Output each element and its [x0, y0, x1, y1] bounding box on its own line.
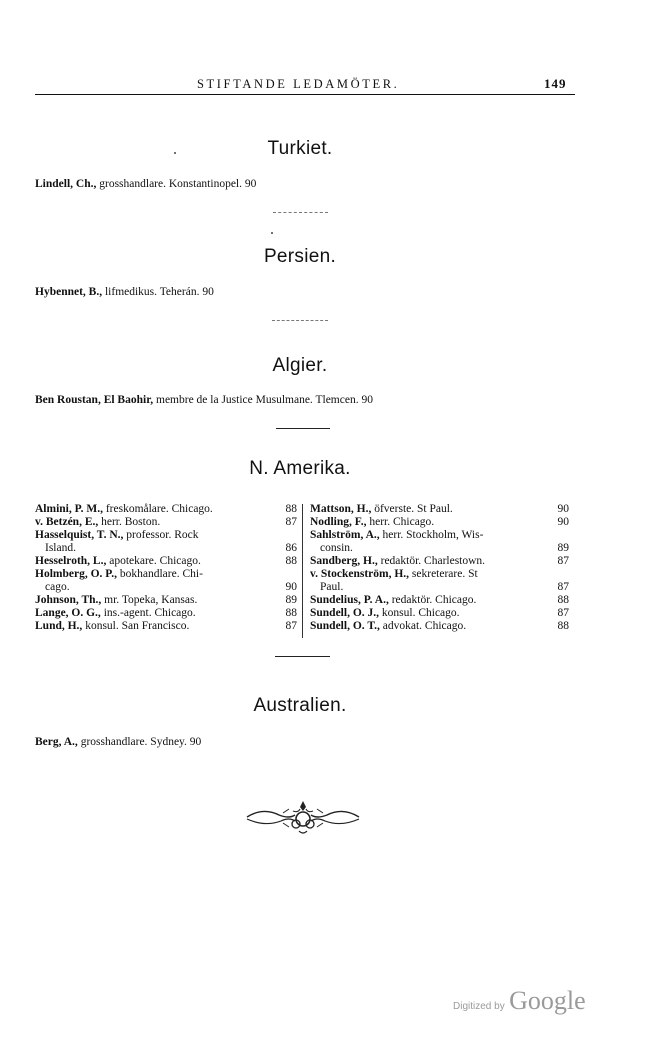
- ink-speck: [174, 152, 176, 154]
- entry-number: 87: [285, 516, 297, 528]
- section-divider: [273, 212, 328, 213]
- entry-name: Nodling, F.,: [310, 516, 367, 528]
- list-item-continuation: [45, 581, 70, 593]
- entry-text: membre de la Justice Musulmane. Tlemcen. 90: [153, 394, 373, 406]
- entry-text: lifmedikus. Teherán. 90: [102, 286, 214, 298]
- entry-text: Paul.: [320, 581, 344, 593]
- entry-text: grosshandlare. Konstantinopel. 90: [96, 178, 257, 190]
- ink-speck: [271, 232, 273, 234]
- entry-text: herr. Boston.: [98, 516, 161, 528]
- entry-name: Sundelius, P. A.,: [310, 594, 389, 606]
- entry-text: konsul. Chicago.: [379, 607, 460, 619]
- entry-text: öfverste. St Paul.: [371, 503, 453, 515]
- section-divider: [276, 428, 330, 429]
- entry-text: Island.: [45, 542, 76, 554]
- entry-text: ins.-agent. Chicago.: [100, 607, 196, 619]
- entry-name: Ben Roustan, El Baohir,: [35, 394, 154, 406]
- list-item: [35, 529, 198, 541]
- section-title-australien: Australien.: [253, 695, 347, 716]
- list-item: [310, 516, 434, 528]
- entry-text: consin.: [320, 542, 353, 554]
- entry-text: redaktör. Charlestown.: [377, 555, 486, 567]
- list-item: [310, 607, 460, 619]
- list-item: [310, 503, 453, 515]
- watermark-prefix: Digitized by: [453, 1001, 505, 1012]
- section-divider: [272, 320, 328, 321]
- entry-number: 88: [285, 503, 297, 515]
- google-logo: Google: [509, 986, 586, 1015]
- section-title-persien: Persien.: [263, 246, 337, 267]
- list-item: [310, 555, 485, 567]
- entry-text: herr. Chicago.: [366, 516, 435, 528]
- list-item-continuation: [45, 542, 76, 554]
- list-item: [35, 555, 201, 567]
- entry-name: Hesselroth, L.,: [35, 555, 107, 567]
- entry-text: freskomålare. Chicago.: [102, 503, 213, 515]
- entry-ben-roustan: [35, 394, 373, 406]
- entry-name: Lange, O. G.,: [35, 607, 101, 619]
- right-column: [310, 503, 569, 643]
- entry-text: cago.: [45, 581, 70, 593]
- entry-number: 87: [557, 607, 569, 619]
- list-item: [35, 594, 197, 606]
- entry-text: herr. Stockholm, Wis-: [379, 529, 484, 541]
- column-divider: [302, 504, 303, 638]
- entry-name: Almini, P. M.,: [35, 503, 103, 515]
- entry-number: 90: [557, 503, 569, 515]
- entry-number: 89: [285, 594, 297, 606]
- entry-name: Sundell, O. T.,: [310, 620, 380, 632]
- entry-lindell: [35, 178, 256, 190]
- entry-text: redaktör. Chicago.: [388, 594, 477, 606]
- list-item: [310, 529, 483, 541]
- entry-number: 88: [285, 607, 297, 619]
- entry-name: Sundell, O. J.,: [310, 607, 380, 619]
- list-item-continuation: [320, 581, 343, 593]
- entry-text: apotekare. Chicago.: [106, 555, 201, 567]
- entry-name: Hasselquist, T. N.,: [35, 529, 124, 541]
- list-item: [35, 568, 203, 580]
- section-title-algier: Algier.: [272, 355, 328, 376]
- entry-text: grosshandlare. Sydney. 90: [77, 736, 202, 748]
- list-item: [35, 503, 213, 515]
- entry-text: sekreterare. St: [409, 568, 478, 580]
- list-item: [310, 594, 476, 606]
- entry-number: 90: [285, 581, 297, 593]
- entry-text: advokat. Chicago.: [379, 620, 467, 632]
- entry-name: Johnson, Th.,: [35, 594, 102, 606]
- entry-berg: [35, 736, 201, 748]
- entry-number: 86: [285, 542, 297, 554]
- entry-name: Hybennet, B.,: [35, 286, 103, 298]
- entry-number: 87: [285, 620, 297, 632]
- entry-number: 88: [557, 620, 569, 632]
- entry-name: v. Betzén, E.,: [35, 516, 99, 528]
- entry-number: 90: [557, 516, 569, 528]
- digitized-by-google-watermark: [453, 986, 586, 1016]
- entry-number: 87: [557, 581, 569, 593]
- running-head: STIFTANDE LEDAMÖTER.: [197, 77, 400, 91]
- entry-text: professor. Rock: [123, 529, 199, 541]
- list-item: [310, 568, 478, 580]
- entry-number: 88: [557, 594, 569, 606]
- entry-text: bokhandlare. Chi-: [117, 568, 203, 580]
- header-rule: [35, 94, 575, 95]
- section-title-n-amerika: N. Amerika.: [249, 458, 351, 479]
- list-item: [35, 620, 189, 632]
- entry-text: mr. Topeka, Kansas.: [101, 594, 198, 606]
- section-divider: [275, 656, 330, 657]
- entry-name: Lund, H.,: [35, 620, 83, 632]
- entry-name: Lindell, Ch.,: [35, 178, 97, 190]
- entry-name: v. Stockenström, H.,: [310, 568, 410, 580]
- entry-text: konsul. San Francisco.: [82, 620, 190, 632]
- list-item: [310, 620, 466, 632]
- left-column: [35, 503, 297, 643]
- entry-name: Berg, A.,: [35, 736, 78, 748]
- entry-number: 89: [557, 542, 569, 554]
- entry-number: 88: [285, 555, 297, 567]
- list-item: [35, 516, 160, 528]
- entry-name: Sandberg, H.,: [310, 555, 378, 567]
- entry-hybennet: [35, 286, 214, 298]
- entry-name: Sahlström, A.,: [310, 529, 380, 541]
- floral-ornament-icon: [243, 797, 363, 837]
- section-title-turkiet: Turkiet.: [267, 138, 333, 159]
- entry-name: Holmberg, O. P.,: [35, 568, 117, 580]
- entry-number: 87: [557, 555, 569, 567]
- entry-name: Mattson, H.,: [310, 503, 372, 515]
- list-item: [35, 607, 196, 619]
- page-number: 149: [544, 76, 567, 91]
- list-item-continuation: [320, 542, 353, 554]
